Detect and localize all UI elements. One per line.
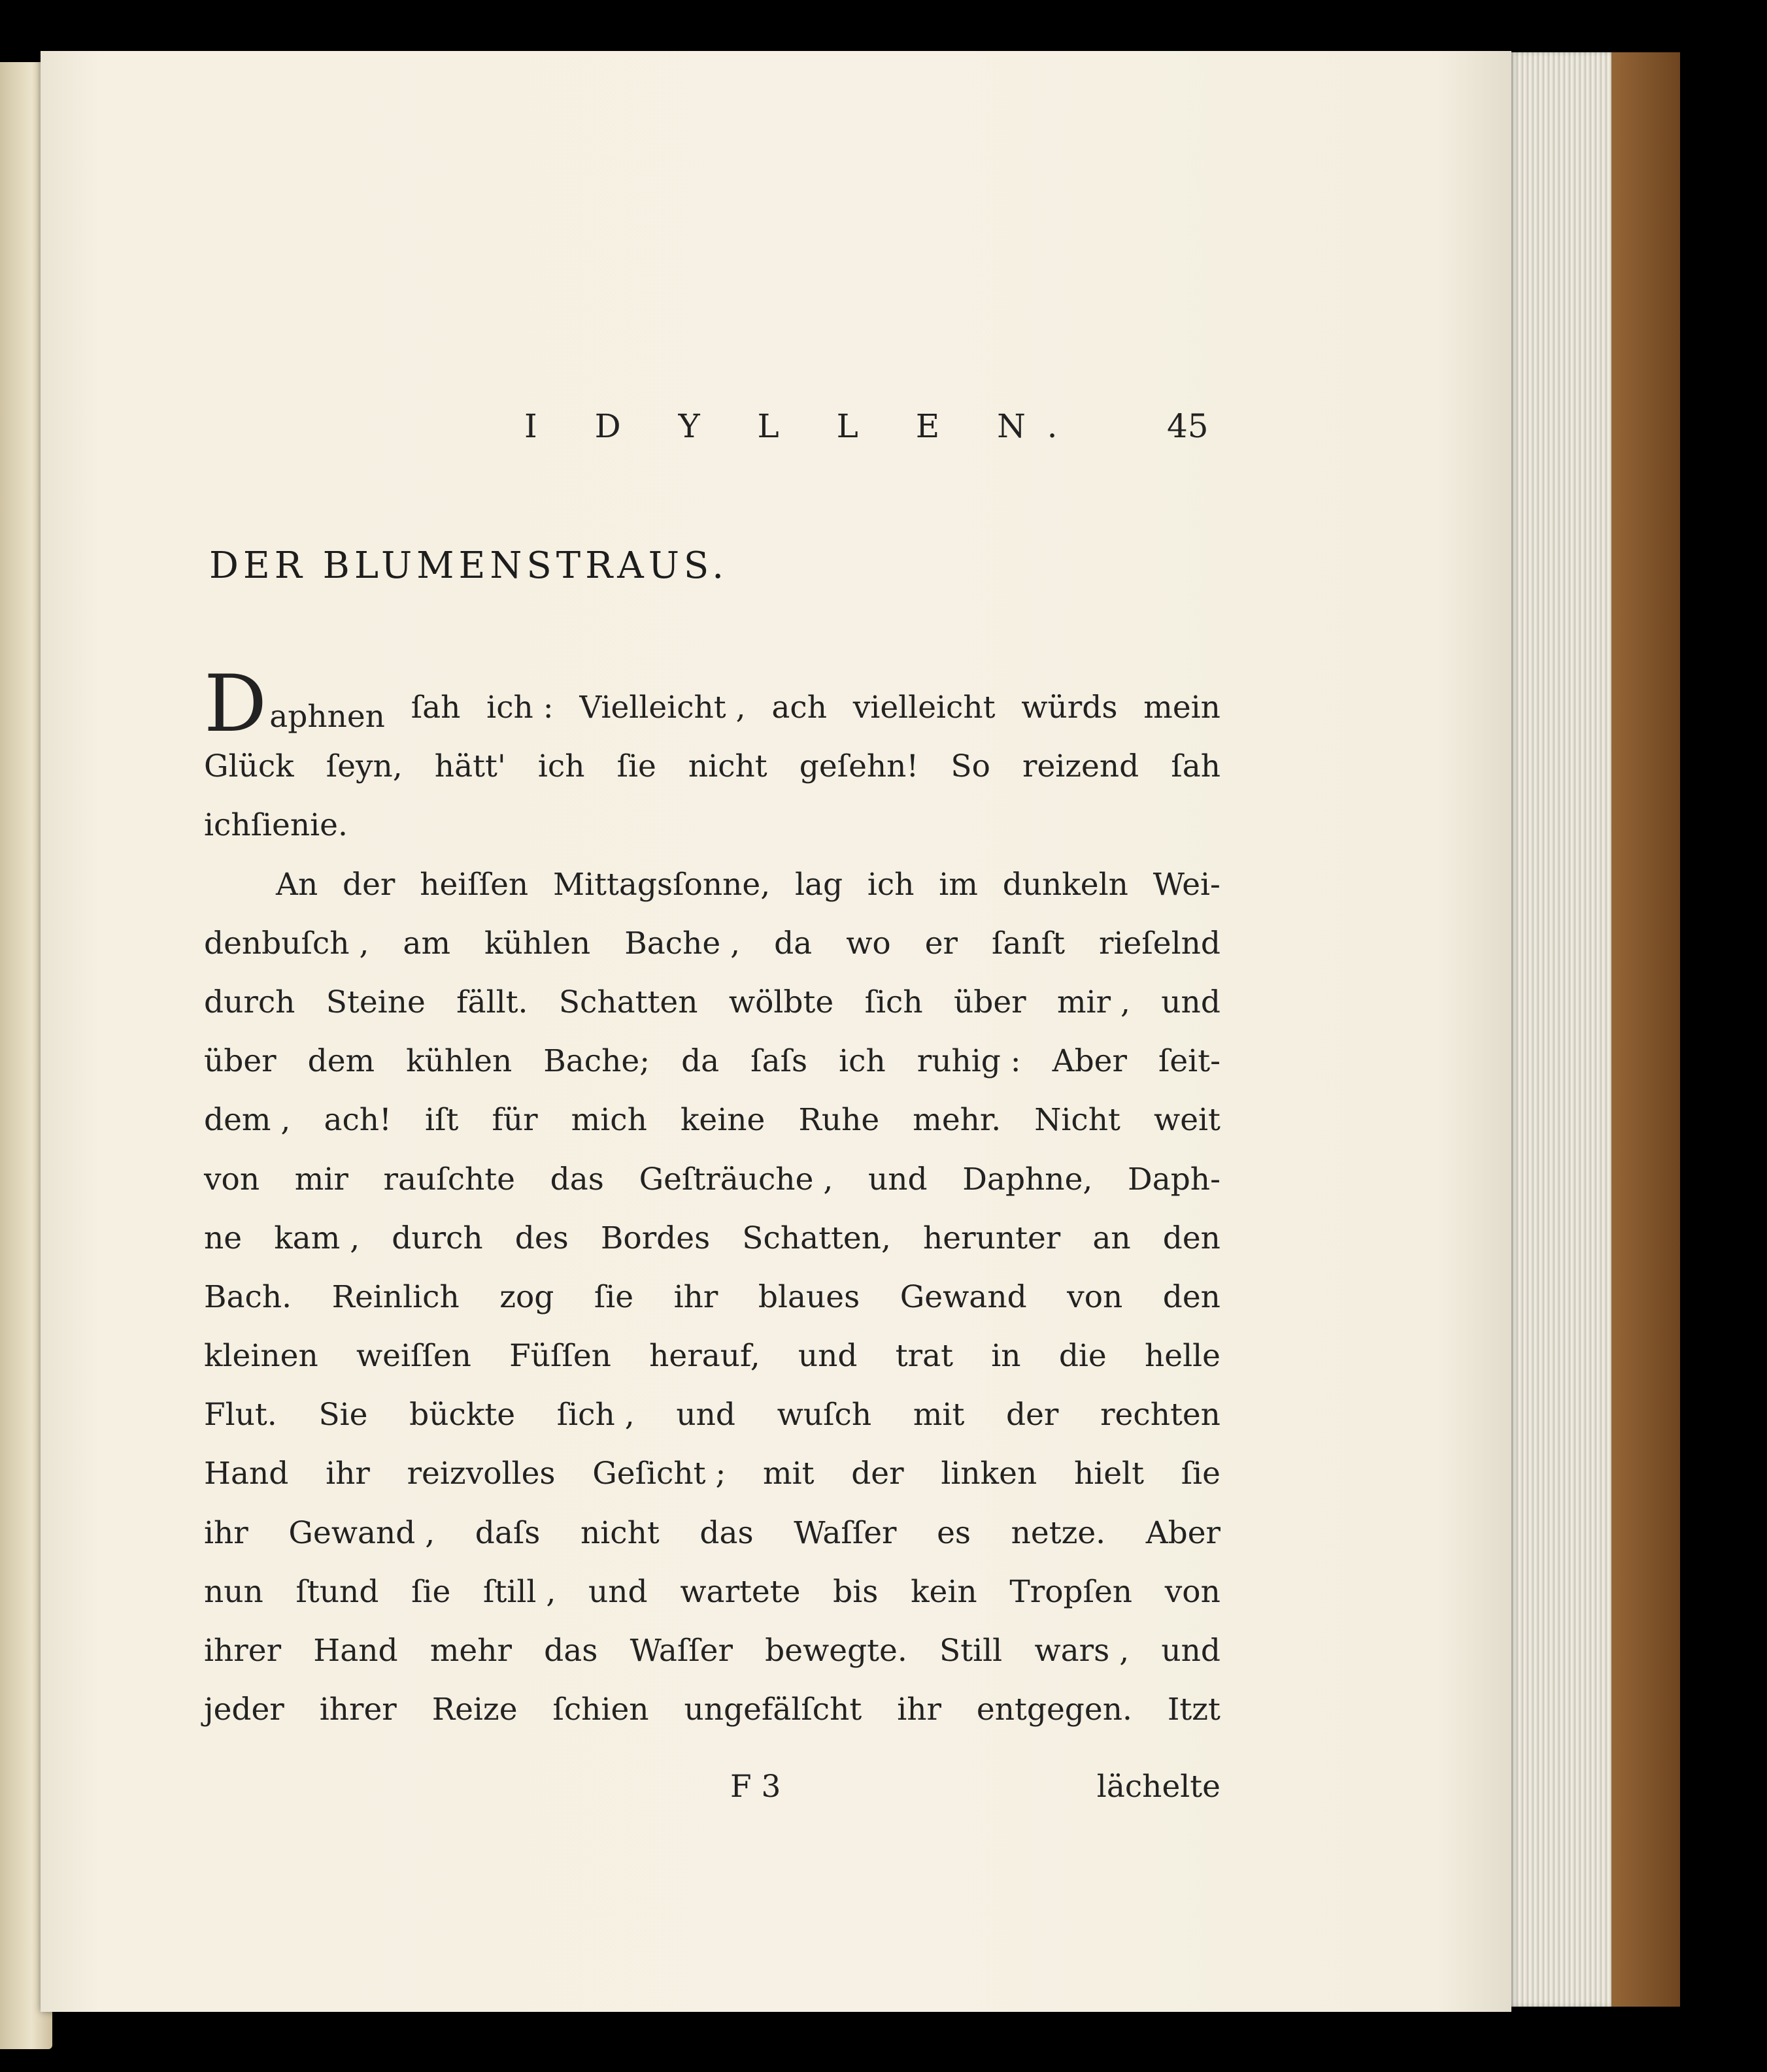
word: dem , xyxy=(204,1102,291,1139)
word: der xyxy=(851,1456,904,1492)
word: das xyxy=(544,1633,598,1669)
word: ich xyxy=(839,1043,886,1080)
word: Gewand , xyxy=(288,1514,435,1551)
word: Reize xyxy=(431,1692,518,1728)
body-text xyxy=(204,659,1220,1739)
word: und xyxy=(1161,984,1220,1020)
word: herunter xyxy=(923,1220,1061,1256)
text-line xyxy=(204,1209,1220,1268)
word: hielt xyxy=(1073,1456,1144,1492)
word: ihrer xyxy=(204,1633,282,1669)
word: ruhig : xyxy=(917,1043,1021,1080)
word: ſanſt xyxy=(992,925,1066,961)
word: hätt' xyxy=(434,748,506,785)
word: und xyxy=(867,1161,928,1197)
word: mehr xyxy=(429,1633,512,1669)
word: der xyxy=(343,866,395,903)
word: iſt xyxy=(425,1102,459,1139)
word: nicht xyxy=(688,748,767,785)
word: So xyxy=(951,748,990,785)
word: bis xyxy=(833,1573,879,1610)
word: fällt. xyxy=(456,984,528,1020)
word: wo xyxy=(846,925,891,961)
word: Vielleicht , xyxy=(579,690,746,726)
word: zog xyxy=(499,1278,554,1315)
word: Waſſer xyxy=(794,1514,897,1551)
word: mich xyxy=(571,1102,647,1139)
page-number: 45 xyxy=(1167,407,1209,445)
word: Reinlich xyxy=(331,1278,460,1315)
word: kam , xyxy=(274,1220,360,1256)
word: ne xyxy=(204,1220,243,1256)
word: dunkeln xyxy=(1002,866,1128,903)
word: kleinen xyxy=(204,1338,318,1375)
text-line xyxy=(204,1091,1220,1150)
text-line xyxy=(204,1032,1220,1091)
page-block-edges xyxy=(1504,52,1611,2007)
word: ich : xyxy=(486,690,554,726)
word: ſtund xyxy=(295,1573,379,1610)
word: Aber xyxy=(1145,1514,1220,1551)
word: wölbte xyxy=(728,984,834,1020)
word: ihrer xyxy=(319,1692,397,1728)
word: ich xyxy=(867,866,915,903)
word: Bach. xyxy=(204,1278,292,1315)
word: am xyxy=(403,925,451,961)
word: Ruhe xyxy=(798,1102,880,1139)
text-line xyxy=(204,796,1220,855)
word: Still xyxy=(939,1633,1003,1669)
word: von xyxy=(1067,1278,1123,1315)
word: ihr xyxy=(204,1514,248,1551)
word: im xyxy=(939,866,978,903)
word: weiſſen xyxy=(356,1338,471,1375)
word: Füſſen xyxy=(509,1338,611,1375)
word: reizend xyxy=(1022,748,1139,785)
word: kein xyxy=(911,1573,977,1610)
word: das xyxy=(699,1514,754,1551)
word: ſie xyxy=(594,1278,634,1315)
word: wuſch xyxy=(777,1397,872,1433)
word: jeder xyxy=(204,1692,284,1728)
word: Nicht xyxy=(1034,1102,1120,1139)
signature-mark: F 3 xyxy=(730,1769,781,1805)
text-line xyxy=(204,1504,1220,1563)
word: ſeit- xyxy=(1158,1043,1220,1080)
text-line xyxy=(204,1386,1220,1445)
word: ich xyxy=(537,748,585,785)
text-line xyxy=(204,1327,1220,1386)
word: die xyxy=(1058,1338,1107,1375)
word: mit xyxy=(913,1397,965,1433)
word: keine xyxy=(680,1102,766,1139)
word: An xyxy=(276,866,318,903)
word: linken xyxy=(941,1456,1037,1492)
text-line xyxy=(204,1445,1220,1503)
word: Geſträuche , xyxy=(639,1161,833,1197)
word: trat xyxy=(895,1338,954,1375)
word: ſah xyxy=(1171,748,1220,785)
word: Steine xyxy=(326,984,426,1020)
word: Sie xyxy=(318,1397,368,1433)
text-line xyxy=(204,737,1220,796)
text-line xyxy=(204,1622,1220,1680)
page-footer xyxy=(204,1769,1220,1821)
text-line xyxy=(204,973,1220,1032)
word: ſich , xyxy=(556,1397,635,1433)
word: ſie xyxy=(411,1573,451,1610)
word: durch xyxy=(392,1220,483,1256)
word: ihr xyxy=(673,1278,718,1315)
word: blaues xyxy=(758,1278,860,1315)
text-line xyxy=(204,1150,1220,1209)
text-line xyxy=(204,1563,1220,1622)
word: kühlen xyxy=(484,925,591,961)
word: mein xyxy=(1143,690,1220,726)
word: geſehn! xyxy=(799,748,919,785)
word: ſie xyxy=(616,748,656,785)
word: kühlen xyxy=(406,1043,513,1080)
word: den xyxy=(1162,1278,1220,1315)
word: für xyxy=(492,1102,538,1139)
word: vielleicht xyxy=(852,690,996,726)
text-line xyxy=(204,856,1220,914)
word: Bordes xyxy=(600,1220,711,1256)
word: ſaſs xyxy=(750,1043,808,1080)
running-head: I D Y L L E N. xyxy=(524,407,1081,445)
word: Glück xyxy=(204,748,294,785)
word: ſie xyxy=(250,807,290,844)
word: daſs xyxy=(475,1514,541,1551)
poem-title xyxy=(41,544,1511,587)
word: Waſſer xyxy=(630,1633,733,1669)
word: in xyxy=(991,1338,1021,1375)
word: von xyxy=(204,1161,260,1197)
word: da xyxy=(774,925,813,961)
word: Bache , xyxy=(624,925,741,961)
word: da xyxy=(681,1043,720,1080)
word: rieſelnd xyxy=(1099,925,1220,961)
word: rechten xyxy=(1100,1397,1220,1433)
word: Hand xyxy=(204,1456,289,1492)
book-page xyxy=(41,51,1511,2012)
word: nicht xyxy=(581,1514,660,1551)
word: Geſicht ; xyxy=(592,1456,726,1492)
word: würds xyxy=(1021,690,1118,726)
word: ſie xyxy=(1181,1456,1220,1492)
word: über xyxy=(953,984,1026,1020)
word: wartete xyxy=(680,1573,801,1610)
word: Wei- xyxy=(1153,866,1220,903)
word: Schatten xyxy=(558,984,698,1020)
word: bewegte. xyxy=(765,1633,907,1669)
text-line xyxy=(204,659,1220,750)
word: wars , xyxy=(1034,1633,1130,1669)
word: bückte xyxy=(409,1397,516,1433)
word: Tropſen xyxy=(1009,1573,1133,1610)
word: Aber xyxy=(1052,1043,1127,1080)
word: mit xyxy=(763,1456,815,1492)
word: nun xyxy=(204,1573,263,1610)
word: von xyxy=(1164,1573,1220,1610)
text-line xyxy=(204,914,1220,973)
word: lag xyxy=(794,866,843,903)
word: herauf, xyxy=(649,1338,760,1375)
word: über xyxy=(204,1043,277,1080)
word: Daph- xyxy=(1128,1161,1220,1197)
word: das xyxy=(550,1161,604,1197)
word: an xyxy=(1092,1220,1131,1256)
word: Hand xyxy=(313,1633,398,1669)
word: helle xyxy=(1144,1338,1220,1375)
text-line xyxy=(204,1268,1220,1327)
word: weit xyxy=(1153,1102,1220,1139)
word: rauſchte xyxy=(383,1161,515,1197)
word: den xyxy=(1162,1220,1220,1256)
word: Mittagsſonne, xyxy=(552,866,771,903)
word: und xyxy=(1161,1633,1220,1669)
drop-cap: D xyxy=(204,659,267,750)
word: Gewand xyxy=(900,1278,1027,1315)
poem-title-text: DER BLUMENSTRAUS. xyxy=(209,544,729,587)
word: des xyxy=(514,1220,569,1256)
word: ſtill , xyxy=(483,1573,556,1610)
word: mir xyxy=(294,1161,348,1197)
word: Daphne, xyxy=(962,1161,1093,1197)
text-line xyxy=(204,1680,1220,1739)
word: entgegen. xyxy=(976,1692,1132,1728)
word: mehr. xyxy=(913,1102,1001,1139)
word: ſeyn, xyxy=(326,748,403,785)
word: dem xyxy=(307,1043,375,1080)
word: ach! xyxy=(324,1102,392,1139)
word: und xyxy=(676,1397,735,1433)
word: und xyxy=(588,1573,648,1610)
word: ihr xyxy=(897,1692,941,1728)
word: durch xyxy=(204,984,295,1020)
word: Flut. xyxy=(204,1397,277,1433)
word: Itzt xyxy=(1167,1692,1220,1728)
word: ach xyxy=(771,690,827,726)
word: ihr xyxy=(326,1456,370,1492)
word: Bache; xyxy=(543,1043,650,1080)
word: es xyxy=(937,1514,971,1551)
word-rest: aphnen xyxy=(269,699,385,735)
word: ich xyxy=(204,807,251,844)
word: Schatten, xyxy=(742,1220,891,1256)
word: netze. xyxy=(1011,1514,1106,1551)
word: ſchien xyxy=(552,1692,649,1728)
word xyxy=(204,659,385,750)
word: reizvolles xyxy=(407,1456,556,1492)
word: ungefälſcht xyxy=(684,1692,862,1728)
word: ſah xyxy=(411,690,461,726)
catchword: lächelte xyxy=(1096,1769,1220,1805)
word: der xyxy=(1006,1397,1059,1433)
word: denbuſch , xyxy=(204,925,369,961)
word: er xyxy=(924,925,958,961)
word: mir , xyxy=(1056,984,1130,1020)
word: ſich xyxy=(864,984,923,1020)
word: heiſſen xyxy=(420,866,529,903)
word: nie. xyxy=(290,807,348,844)
word: und xyxy=(798,1338,858,1375)
page-header xyxy=(433,407,1217,453)
